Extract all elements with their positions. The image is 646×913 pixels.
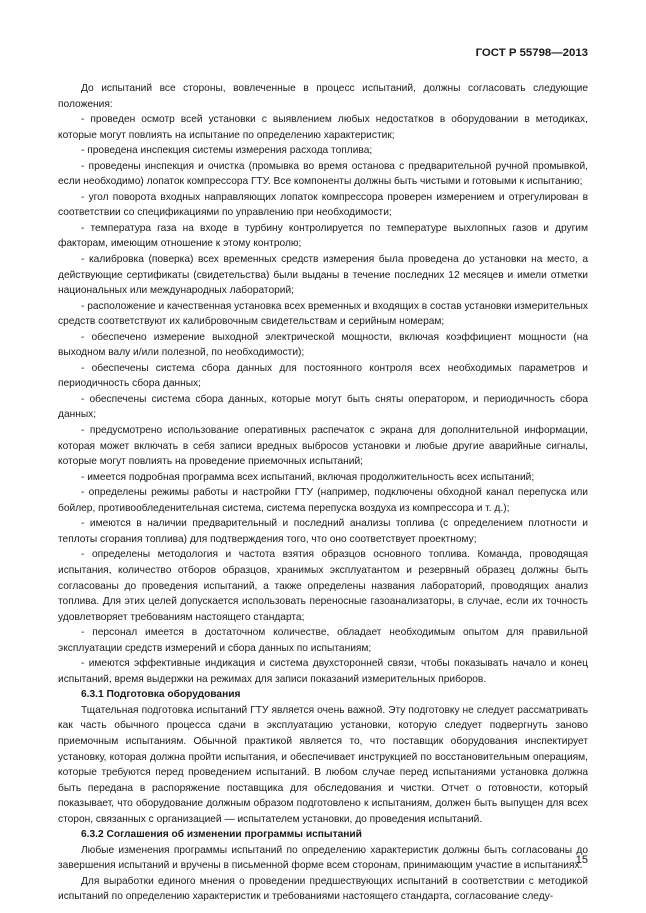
paragraph: Для выработки единого мнения о проведении предшествующих испытаний в соответствии с методикой испытаний по определению характеристик и требованиями настоящего стандарта, согласование следу- [58, 875, 588, 903]
list-item: - температура газа на входе в турбину контролируется по температуре выхлопных газов и другим факторам, имеющим отношение к этому контролю; [58, 222, 588, 250]
list-item: - персонал имеется в достаточном количестве, обладает необходимым опытом для правильной эксплуатации средств измерений и сбора данных по испытаниям; [58, 627, 588, 654]
list-item: - проведен осмотр всей установки с выявлением любых недостатков в оборудовании в методиках, которые могут повлиять на испытание по определению характеристик; [58, 114, 588, 141]
list-item: - имеется подробная программа всех испытаний, включая продолжительность всех испытаний; [81, 471, 535, 483]
list-item: - предусмотрено использование оперативных распечаток с экрана для дополнительной информации, которая может включать в себя записи вредных выбросов установки и любые другие аварийные сигналы, которые могут повлиять на проведение приемочных испытаний; [58, 425, 588, 468]
paragraph: Тщательная подготовка испытаний ГТУ является очень важной. Эту подготовку не следует рассматривать как часть обычного процесса сдачи в эксплуатацию установки, которую следует подвергнуть заново приемочным испытаниям. Обычной практикой является то, что поставщик оборудования инспектирует установку, которая должна пройти испытания, и обеспечивает инструкцией по восстановительным операциям, которые требуются перед проведением испытаний. В любом случае перед испытаниями установка должна быть передана в распоряжение поставщика для обследования и чистки. Отчет о готовности, который показывает, что оборудование должным образом подготовлено к испытаниям, должен быть выпущен для всех сторон, связанных с организацией — испытателем установки, до проведения испытаний. [58, 704, 588, 825]
standard-designation: ГОСТ Р 55798—2013 [475, 47, 588, 59]
list-item: - имеются эффективные индикация и система двухсторонней связи, чтобы показывать начало и конец испытаний, время выдержки на режимах для записи показаний измерительных приборов. [58, 658, 588, 685]
list-item: - определены методология и частота взятия образцов основного топлива. Команда, проводящая испытания, количество отборов образцов, хранимых эксплуатантом и резервный образец должны быть согласованы до проведения испытаний, а также определены названия лабораторий, проводящих анализ топлива. Для этих целей допускается использовать переносные газоанализаторы, в случае, если их точность удовлетворяет требованиям настоящего стандарта; [58, 549, 588, 623]
list-item: - проведены инспекция и очистка (промывка во время останова с предварительной ручной промывкой, если необходимо) лопаток компрессора ГТУ. Все компоненты должны быть чистыми и готовыми к испытанию; [58, 160, 588, 188]
list-item: - калибровка (поверка) всех временных средств измерения была проведена до установки на место, а действующие сертификаты (свидетельства) были выданы в течение последних 12 месяцев и имели отметки национальных или международных лабораторий; [58, 254, 588, 297]
page-number: 15 [575, 854, 588, 866]
list-item: - определены режимы работы и настройки ГТУ (например, подключены обходной канал перепуска или бойлер, противообледенительная система, система перепуска воздуха из компрессора и т. д.); [58, 487, 588, 514]
list-item: - имеются в наличии предварительный и последний анализы топлива (с определением плотности и теплоты сгорания топлива) для подтверждения того, что оно соответствует проектному; [58, 518, 588, 545]
list-item: - обеспечены система сбора данных для постоянного контроля всех необходимых параметров и периодичность сбора данных; [58, 362, 588, 390]
list-item: - угол поворота входных направляющих лопаток компрессора проверен измерением и отрегулирован в соответствии со спецификациями по управлению при необходимости; [58, 191, 588, 219]
list-item: - расположение и качественная установка всех временных и входящих в состав установки измерительных средств соответствуют их калибровочным свидетельствам и серийным номерам; [58, 300, 588, 328]
document-body [58, 81, 588, 905]
list-item: - проведена инспекция системы измерения расхода топлива; [81, 145, 373, 157]
section-heading: 6.3.2 Соглашения об изменении программы испытаний [81, 829, 362, 841]
paragraph: Любые изменения программы испытаний по определению характеристик должны быть согласованы до завершения испытаний и вручены в письменной форме всем сторонам, принимающим участие в испытаниях. [58, 844, 588, 872]
list-item: - обеспечено измерение выходной электрической мощности, включая коэффициент мощности (на выходном валу и/или полезной, по необходимости); [58, 331, 588, 359]
paragraph: До испытаний все стороны, вовлеченные в процесс испытаний, должны согласовать следующие положения: [58, 83, 588, 110]
section-heading: 6.3.1 Подготовка оборудования [81, 689, 241, 701]
list-item: - обеспечены система сбора данных, которые могут быть сняты оператором, и периодичность сбора данных; [58, 393, 588, 421]
